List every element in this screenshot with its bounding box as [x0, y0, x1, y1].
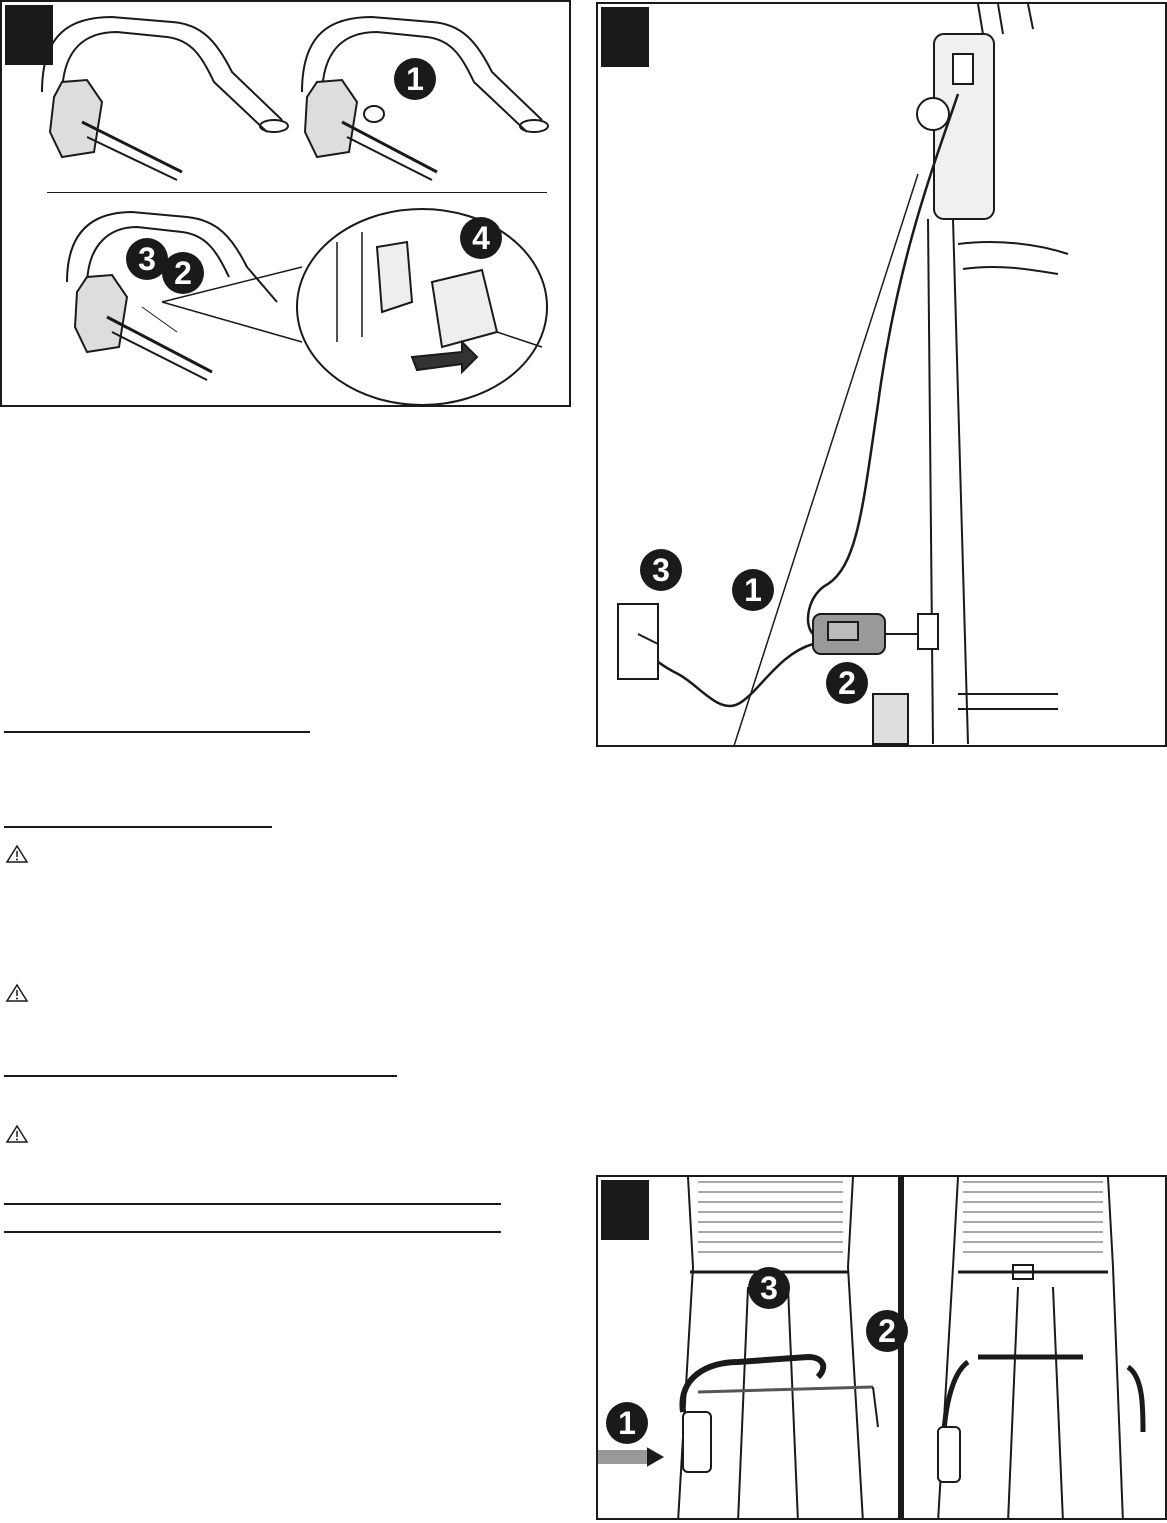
section-rule	[4, 1075, 397, 1077]
callout-3: 3	[748, 1267, 790, 1309]
warning-triangle-icon	[5, 1124, 29, 1144]
charger-illustration	[598, 4, 1167, 747]
section-rule	[4, 1231, 501, 1233]
callout-1: 1	[732, 569, 774, 611]
section-rule	[4, 826, 272, 828]
callout-3: 3	[640, 549, 682, 591]
figure-handle-fold	[596, 1175, 1167, 1520]
section-rule	[4, 1203, 501, 1205]
callout-2: 2	[866, 1310, 908, 1352]
warning-triangle-icon	[5, 983, 29, 1003]
figure-divider	[47, 192, 547, 193]
callout-1: 1	[394, 58, 436, 100]
figure-handle-connector	[0, 0, 571, 407]
figure-charger-connection	[596, 2, 1167, 747]
warning-triangle-icon	[5, 844, 29, 864]
callout-2: 2	[826, 662, 868, 704]
handle-connector-illustration	[2, 2, 571, 407]
section-rule	[4, 731, 310, 733]
callout-3: 3	[126, 238, 168, 280]
callout-1: 1	[606, 1402, 648, 1444]
callout-2: 2	[162, 252, 204, 294]
callout-4: 4	[460, 217, 502, 259]
